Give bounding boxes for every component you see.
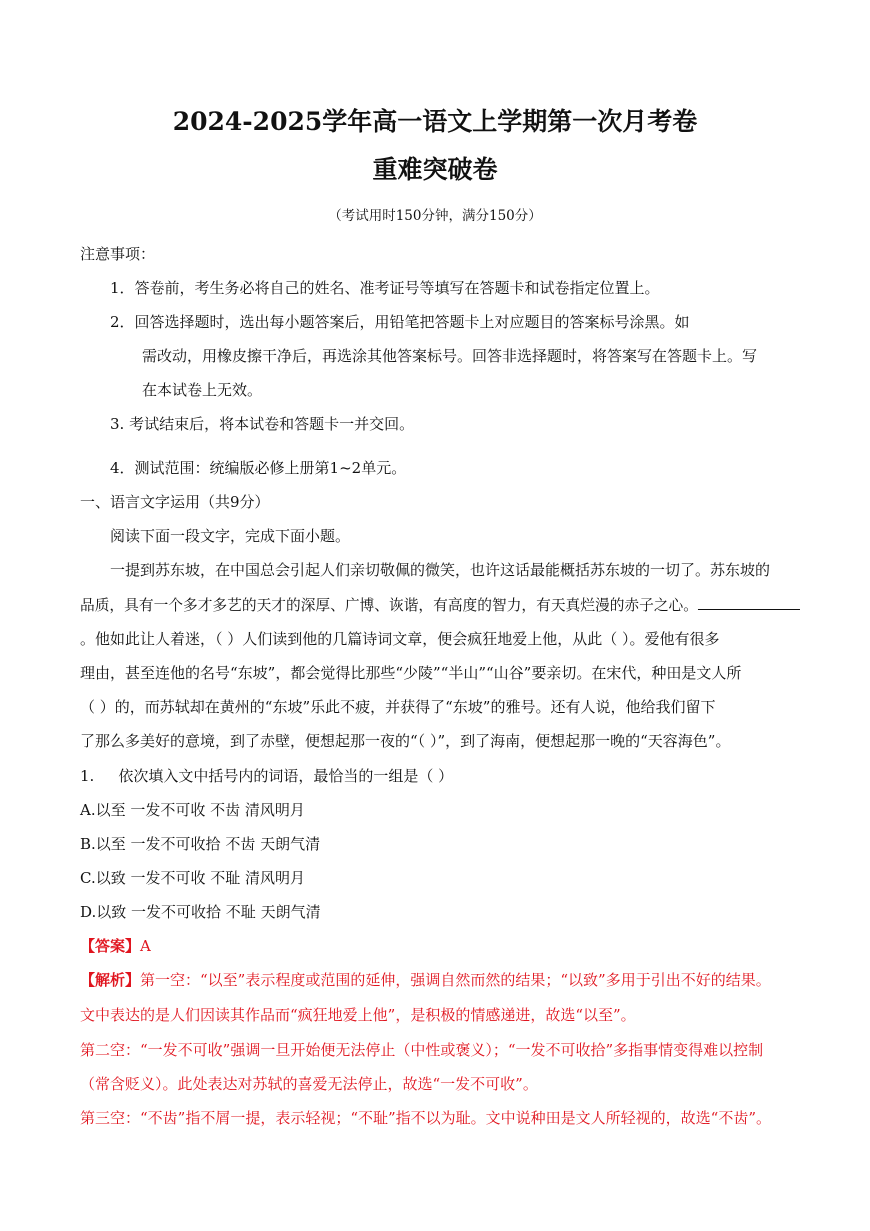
passage-line-6: 了那么多美好的意境，到了赤壁，便想起那一夜的“（ ）”，到了海南，便想起那一晚的“天容海色”。 [80, 732, 731, 750]
question-stem: 依次填入文中括号内的词语，最恰当的一组是（ ） [118, 767, 454, 785]
option-a: A.以至 一发不可收 不齿 清风明月 [80, 801, 305, 819]
note-2-line-3: 在本试卷上无效。 [142, 381, 263, 399]
analysis-line-2: 文中表达的是人们因读其作品而“疯狂地爱上他”，是积极的情感递进，故选“以至”。 [80, 1006, 636, 1024]
answer-label: 【答案】 [80, 937, 141, 955]
fill-blank-line [698, 595, 800, 610]
passage-line-2-text: 品质，具有一个多才多艺的天才的深厚、广博、诙谐，有高度的智力，有天真烂漫的赤子之心。 [80, 596, 698, 614]
note-1: 1．答卷前，考生务必将自己的姓名、准考证号等填写在答题卡和试卷指定位置上。 [110, 279, 660, 297]
section-instruction: 阅读下面一段文字，完成下面小题。 [110, 527, 351, 545]
passage-line-5: （ ）的，而苏轼却在黄州的“东坡”乐此不疲，并获得了“东坡”的雅号。还有人说，他给我们留下 [80, 698, 716, 716]
analysis-line-3: 第二空：“一发不可收”强调一旦开始便无法停止（中性或褒义）；“一发不可收拾”多指事情变得难以控制 [80, 1041, 764, 1059]
answer-value: A [140, 937, 151, 955]
analysis-label: 【解析】 [80, 971, 141, 989]
exam-title: 2024-2025学年高一语文上学期第一次月考卷 [172, 107, 698, 136]
option-b: B.以至 一发不可收拾 不齿 天朗气清 [80, 835, 321, 853]
passage-line-4: 理由，甚至连他的名号“东坡”，都会觉得比那些“少陵”“半山”“山谷”要亲切。在宋代，种田是文人所 [80, 664, 742, 682]
note-4: 4．测试范围：统编版必修上册第1~2单元。 [110, 459, 407, 477]
option-d: D.以致 一发不可收拾 不耻 天朗气清 [80, 903, 321, 921]
passage-line-1: 一提到苏东坡，在中国总会引起人们亲切敬佩的微笑，也许这话最能概括苏东坡的一切了。苏东坡的 [110, 561, 771, 579]
note-3: 3. 考试结束后，将本试卷和答题卡一并交回。 [110, 415, 415, 433]
question-1 [80, 766, 453, 786]
answer-line [80, 936, 151, 956]
analysis-line-5: 第三空：“不齿”指不屑一提，表示轻视；“不耻”指不以为耻。文中说种田是文人所轻视的，故选“不齿”。 [80, 1109, 772, 1127]
analysis-line-1 [80, 970, 771, 990]
note-2-line-2: 需改动，用橡皮擦干净后，再选涂其他答案标号。回答非选择题时，将答案写在答题卡上。写 [142, 347, 758, 365]
passage-line-2 [80, 595, 800, 615]
section-heading: 一、语言文字运用（共9分） [80, 493, 270, 511]
note-2-line-1: 2．回答选择题时，选出每小题答案后，用铅笔把答题卡上对应题目的答案标号涂黑。如 [110, 313, 690, 331]
option-c: C.以致 一发不可收 不耻 清风明月 [80, 869, 306, 887]
passage-line-3: 。他如此让人着迷，（ ）人们读到他的几篇诗词文章，便会疯狂地爱上他，从此（ ）。爱他有很多 [80, 630, 720, 648]
analysis-line-4: （常含贬义）。此处表达对苏轼的喜爱无法停止，故选“一发不可收”。 [80, 1075, 538, 1093]
question-number: 1. [80, 767, 95, 785]
exam-subtitle: 重难突破卷 [372, 155, 498, 184]
exam-info: （考试用时150分钟，满分150分） [328, 208, 542, 224]
notes-heading: 注意事项： [80, 245, 156, 263]
analysis-text-1: 第一空：“以至”表示程度或范围的延伸，强调自然而然的结果；“以致”多用于引出不好的结果。 [140, 971, 771, 989]
